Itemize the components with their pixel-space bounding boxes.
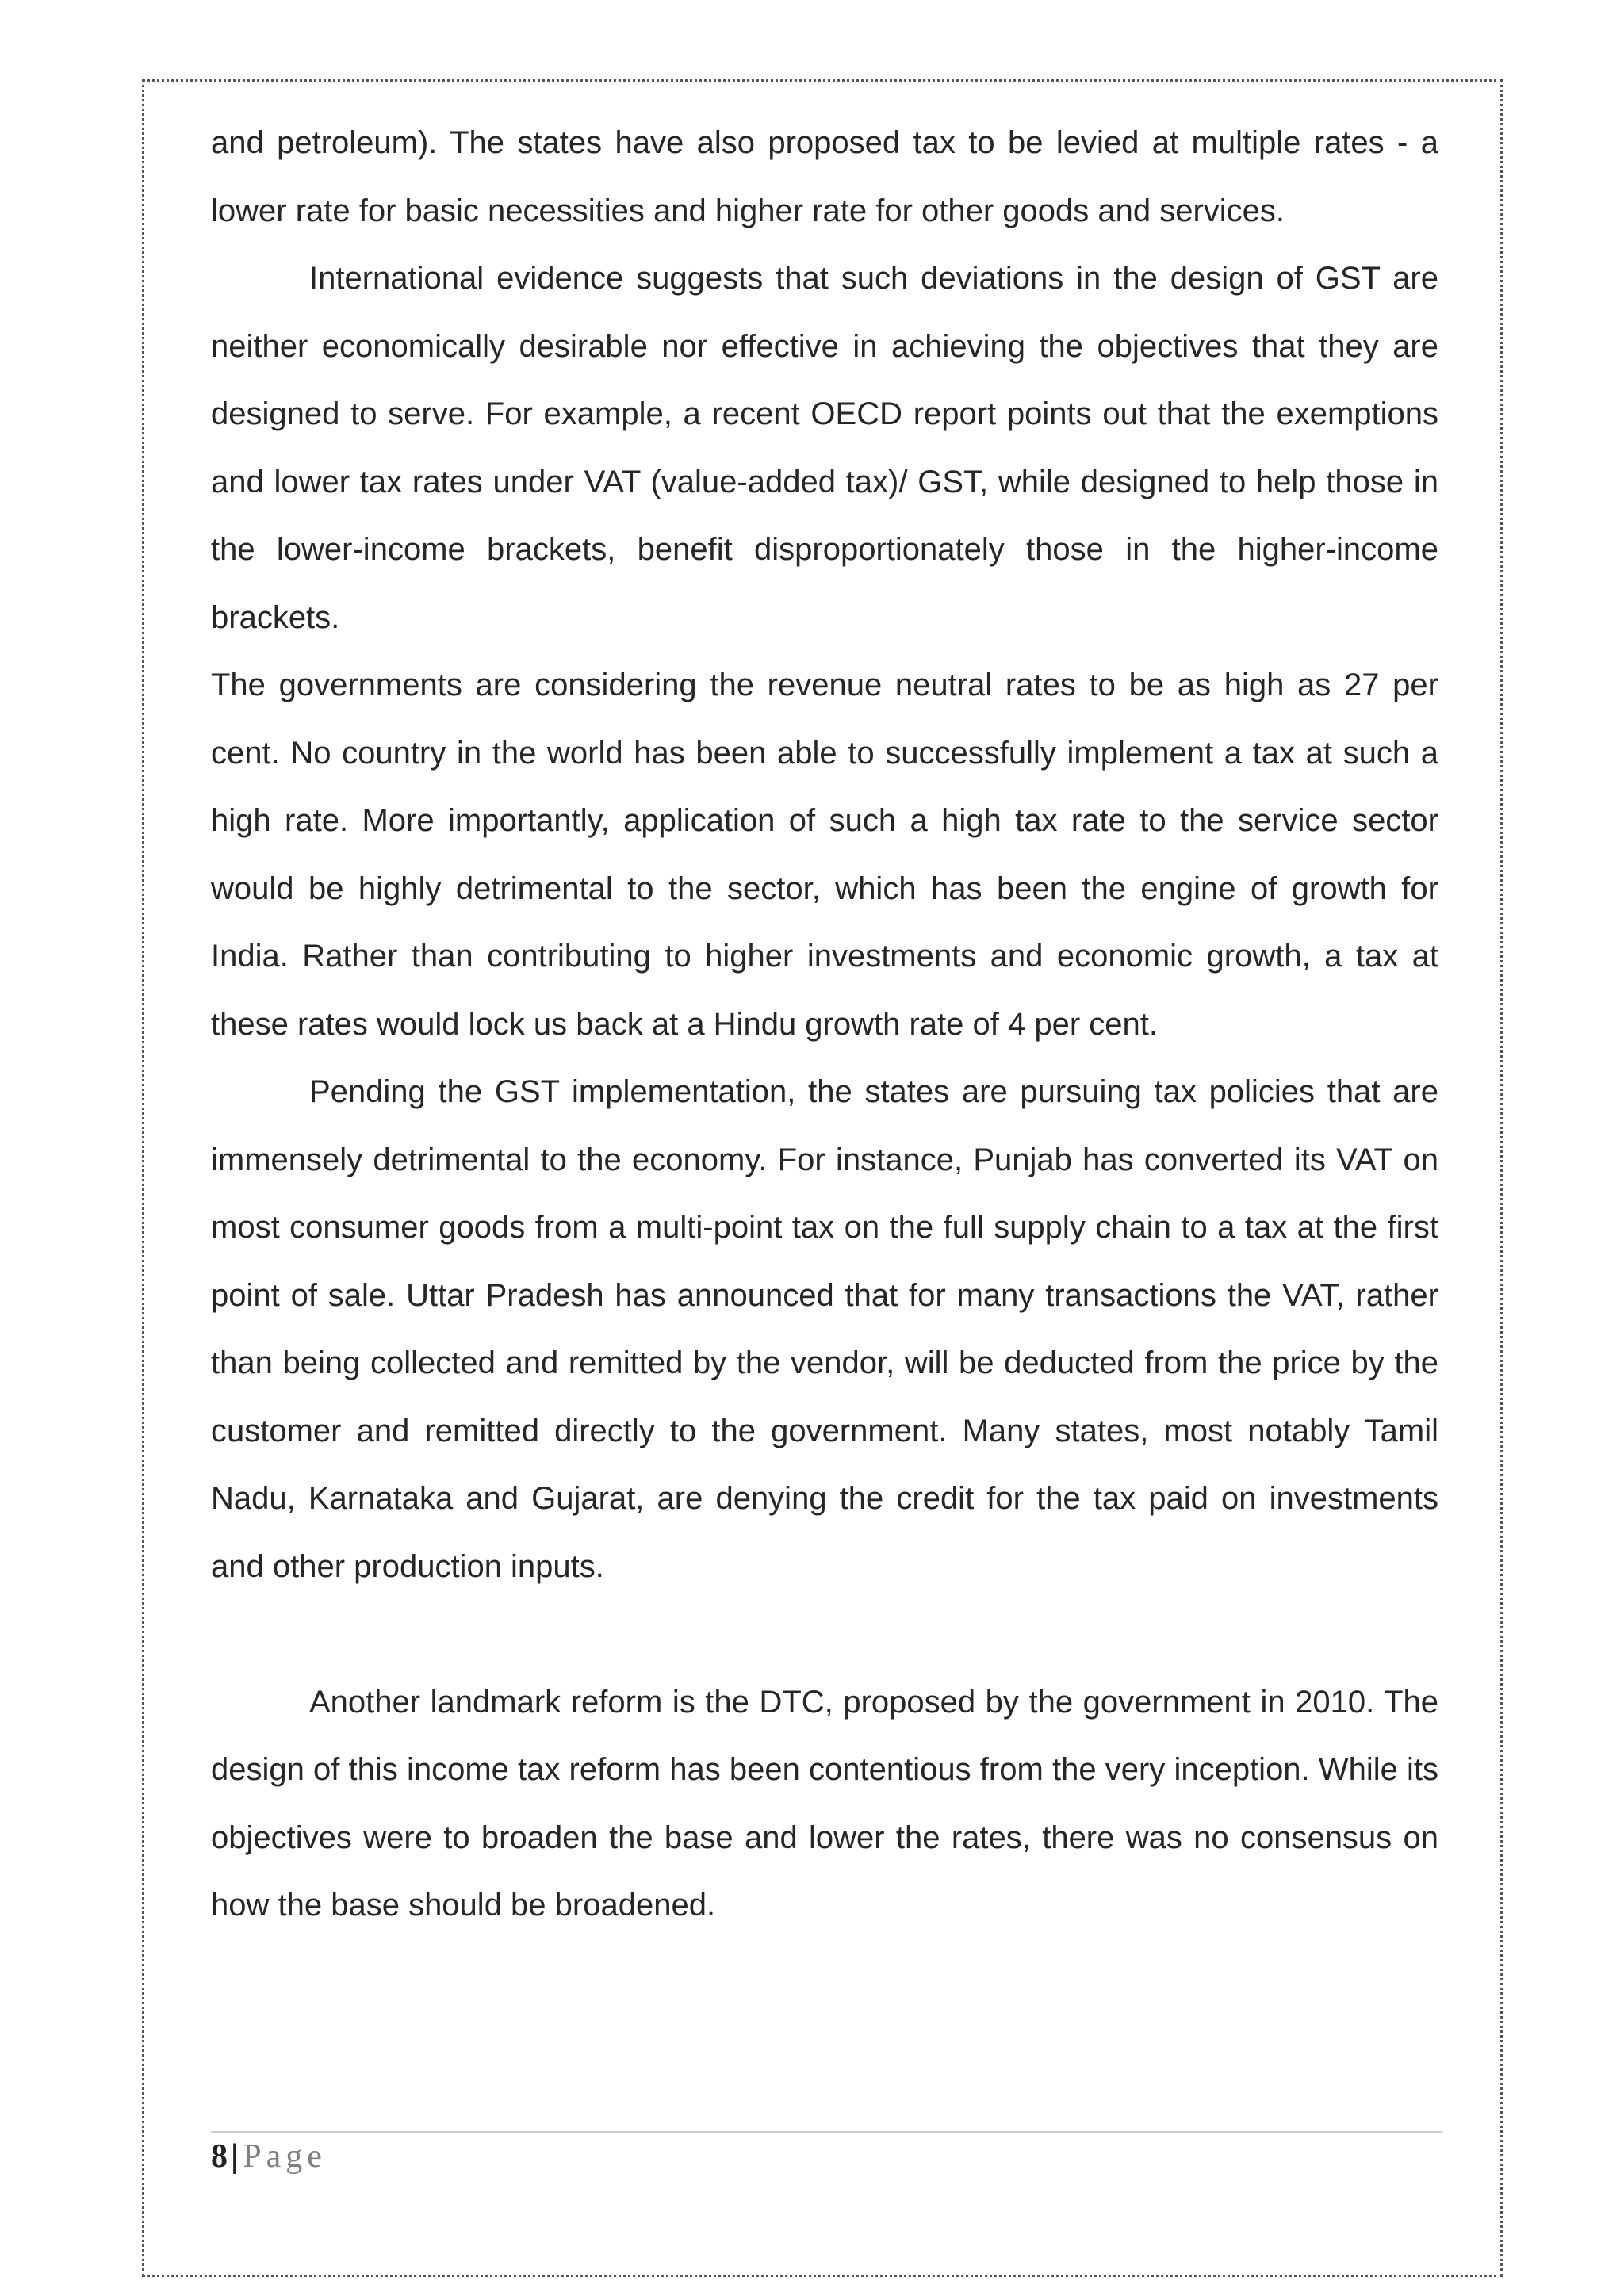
page-label: Page (243, 2138, 327, 2175)
footer-divider (211, 2131, 1442, 2133)
paragraph-3: The governments are considering the revenue neutral rates to be as high as 27 per cent. No country in the world has been able to successfully implement a tax at such a high rate. More importantly, application of such a high tax rate to the service sector would be highly detrimental to the sector, which has been the engine of growth for India. Rather than contributing to higher investments and economic growth, a tax at these rates would lock us back at a Hindu growth rate of 4 per cent. (211, 668, 1438, 1042)
page-footer (211, 2134, 327, 2179)
paragraph-2: International evidence suggests that such deviations in the design of GST are neither economically desirable nor effective in achieving the objectives that they are designed to serve. For example, a recent OECD report points out that the exemptions and lower tax rates under VAT (value-added tax)/ GST, while designed to help those in the lower-income brackets, benefit disproportionately those in the higher-income brackets. (211, 261, 1438, 635)
paragraph-4: Pending the GST implementation, the states are pursuing tax policies that are immensely detrimental to the economy. For instance, Punjab has converted its VAT on most consumer goods from a multi-point tax on the full supply chain to a tax at the first point of sale. Uttar Pradesh has announced that for many transactions the VAT, rather than being collected and remitted by the vendor, will be deducted from the price by the customer and remitted directly to the government. Many states, most notably Tamil Nadu, Karnataka and Gujarat, are denying the credit for the tax paid on investments and other production inputs. (211, 1074, 1438, 1584)
paragraph-1: and petroleum). The states have also proposed tax to be levied at multiple rates - a lower rate for basic necessities and higher rate for other goods and services. (211, 125, 1438, 228)
footer-separator: | (231, 2138, 239, 2175)
paragraph-spacer (211, 1601, 1438, 1669)
document-body (211, 109, 1438, 1940)
page-number: 8 (211, 2138, 228, 2175)
paragraph-5: Another landmark reform is the DTC, proposed by the government in 2010. The design of this income tax reform has been contentious from the very inception. While its objectives were to broaden the base and lower the rates, there was no consensus on how the base should be broadened. (211, 1684, 1438, 1923)
